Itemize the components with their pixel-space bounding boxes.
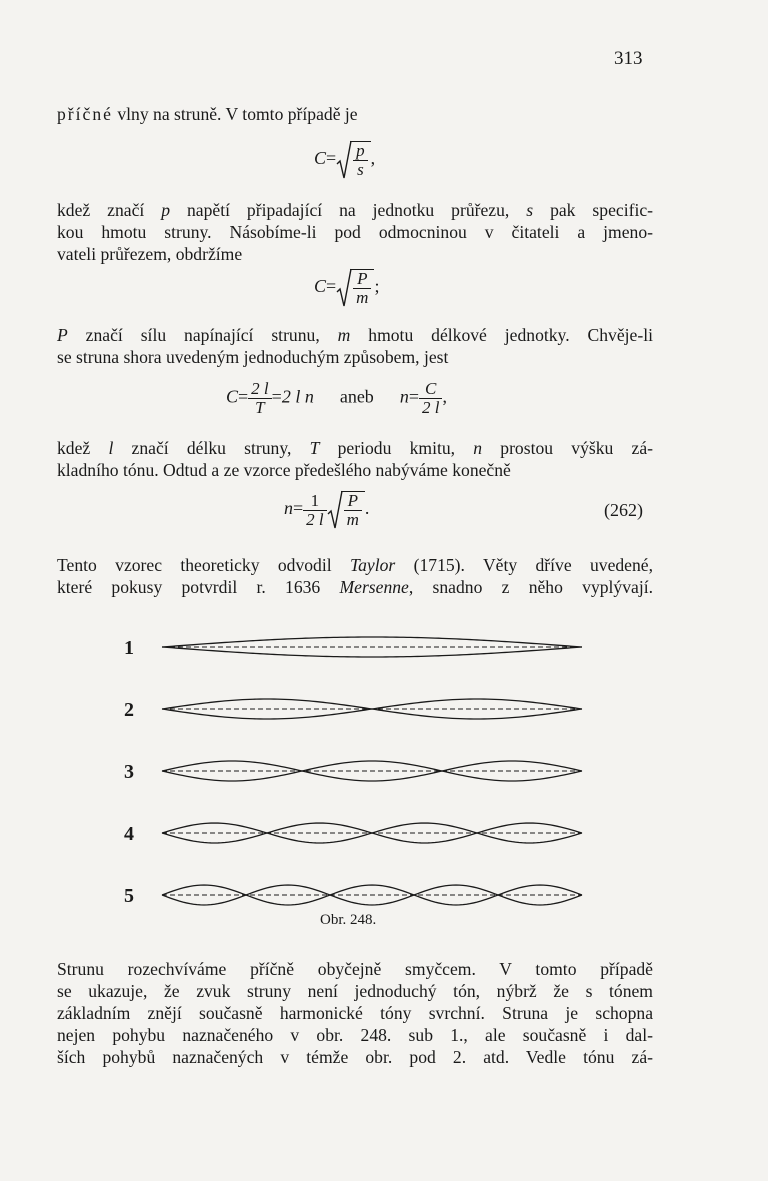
variable: p — [161, 200, 171, 220]
formula-2-lhs: C — [314, 276, 327, 297]
formula-4-lhs: n — [284, 498, 293, 519]
figure-caption: Obr. 248. — [320, 912, 377, 928]
formula-4 — [284, 490, 369, 530]
formula-3-mid: 2 l n — [281, 386, 314, 407]
standing-wave-figure — [120, 620, 600, 910]
paragraph-3-line-1 — [57, 324, 653, 346]
fraction — [303, 492, 326, 529]
formula-1-den: s — [357, 160, 364, 179]
mode-label: 5 — [124, 885, 134, 907]
mode-label: 2 — [124, 699, 134, 721]
formula-2-tail: ; — [374, 276, 380, 297]
page-number: 313 — [614, 48, 643, 69]
mode-1 — [124, 637, 582, 659]
paragraph-6-line-1: Strunu rozechvíváme příčně obyčejně smyčcem. V tomto případě — [57, 959, 653, 979]
formula-4-den1: 2 l — [306, 509, 324, 529]
text-fragment: které pokusy potvrdil r. 1636 — [57, 577, 340, 597]
variable: T — [309, 438, 320, 458]
formula-3-num1: 2 l — [248, 380, 271, 399]
formula-1-tail: , — [370, 148, 376, 169]
formula-3-lhs: C — [226, 386, 239, 407]
spaced-word: příčné — [57, 104, 113, 124]
equals-sign: = — [293, 498, 304, 519]
mode-label: 4 — [124, 823, 134, 845]
formula-3-num2: C — [419, 380, 442, 399]
formula-4-num1: 1 — [303, 492, 326, 511]
text-fragment: prostou výšku zá- — [482, 438, 653, 458]
formula-4-num2: P — [344, 492, 362, 511]
paragraph-5-line-1 — [57, 554, 653, 576]
variable: m — [337, 325, 351, 345]
text-fragment: pak specific- — [533, 200, 653, 220]
fraction — [248, 380, 271, 417]
text-fragment: značí sílu napínající strunu, — [67, 325, 338, 345]
paragraph-2-line-3: vateli průřezem, obdržíme — [57, 244, 243, 264]
mode-3 — [124, 761, 582, 783]
author-name: Mersenne — [339, 577, 409, 597]
text-fragment: (1715). Věty dříve uvedené, — [395, 555, 653, 575]
paragraph-1-text: vlny na struně. V tomto případě je — [112, 104, 358, 124]
equals-sign: = — [408, 386, 419, 407]
equals-sign: = — [238, 386, 249, 407]
paragraph-2-line-1 — [57, 199, 653, 221]
paragraph-6-line-2: se ukazuje, že zvuk struny není jednoduchý tón, nýbrž že s tónem — [57, 981, 653, 1001]
formula-3-tail: , — [442, 386, 447, 407]
variable: s — [526, 200, 534, 220]
mode-label: 1 — [124, 637, 134, 659]
variable: n — [473, 438, 483, 458]
formula-1-lhs: C — [314, 148, 327, 169]
paragraph-6-line-3: základním znějí současně harmonické tóny svrchní. Struna je schopna — [57, 1003, 653, 1023]
text-fragment: napětí připadající na jednotku průřezu, — [170, 200, 527, 220]
variable: P — [57, 325, 68, 345]
formula-4-tail: . — [364, 498, 370, 519]
text-fragment: periodu kmitu, — [319, 438, 474, 458]
equals-sign: = — [271, 386, 282, 407]
formula-1-num: p — [353, 142, 368, 161]
formula-1-radicand — [350, 141, 371, 179]
mode-5 — [124, 885, 582, 907]
text-fragment: Tento vzorec theoreticky odvodil — [57, 555, 350, 575]
formula-4-radicand — [341, 491, 365, 529]
variable: l — [108, 438, 114, 458]
text-fragment: značí délku struny, — [113, 438, 310, 458]
formula-3-den1: T — [255, 398, 265, 417]
text-fragment: ž značí — [82, 200, 162, 220]
paragraph-6-line-5: ších pohybů naznačených v témže obr. pod 2. atd. Vedle tónu zá- — [57, 1047, 653, 1067]
paragraph-4-line-1 — [57, 437, 653, 459]
fraction — [353, 270, 371, 307]
text-fragment: kde — [57, 200, 83, 220]
text-fragment: kdež — [57, 438, 109, 458]
fraction — [419, 380, 442, 417]
equals-sign: = — [326, 276, 337, 297]
equals-sign: = — [326, 148, 337, 169]
formula-3-conj: aneb — [339, 386, 374, 407]
formula-2 — [314, 268, 379, 308]
paragraph-5-line-2 — [57, 576, 653, 598]
mode-2 — [124, 699, 582, 721]
formula-3 — [226, 380, 447, 417]
author-name: Taylor — [349, 555, 396, 575]
formula-2-num: P — [353, 270, 371, 289]
lower-envelope — [162, 647, 582, 657]
fraction — [353, 142, 368, 179]
paragraph-4-line-2: kladního tónu. Odtud a ze vzorce předešlého nabýváme konečně — [57, 460, 511, 480]
paragraph-2-line-2: kou hmotu struny. Násobíme-li pod odmocninou v čitateli a jmeno- — [57, 222, 653, 242]
mode-4 — [124, 823, 582, 845]
text-fragment: hmotu délkové jednotky. Chvěje-li — [350, 325, 653, 345]
formula-4-den2: m — [346, 510, 359, 529]
text-fragment: , snadno z něho vyplývají. — [408, 577, 654, 597]
upper-envelope — [162, 637, 582, 647]
formula-2-den: m — [356, 288, 369, 307]
formula-2-radicand — [350, 269, 374, 307]
paragraph-6-line-4: nejen pohybu naznačeného v obr. 248. sub 1., ale současně i dal- — [57, 1025, 653, 1045]
paragraph-1 — [57, 103, 653, 125]
formula-3-lhs2: n — [399, 386, 409, 407]
paragraph-3-line-2: se struna shora uvedeným jednoduchým způsobem, jest — [57, 347, 449, 367]
equation-number: (262) — [604, 500, 643, 520]
formula-3-den2: 2 l — [421, 398, 440, 417]
mode-label: 3 — [124, 761, 134, 783]
fraction — [344, 492, 362, 529]
formula-1 — [314, 140, 375, 180]
